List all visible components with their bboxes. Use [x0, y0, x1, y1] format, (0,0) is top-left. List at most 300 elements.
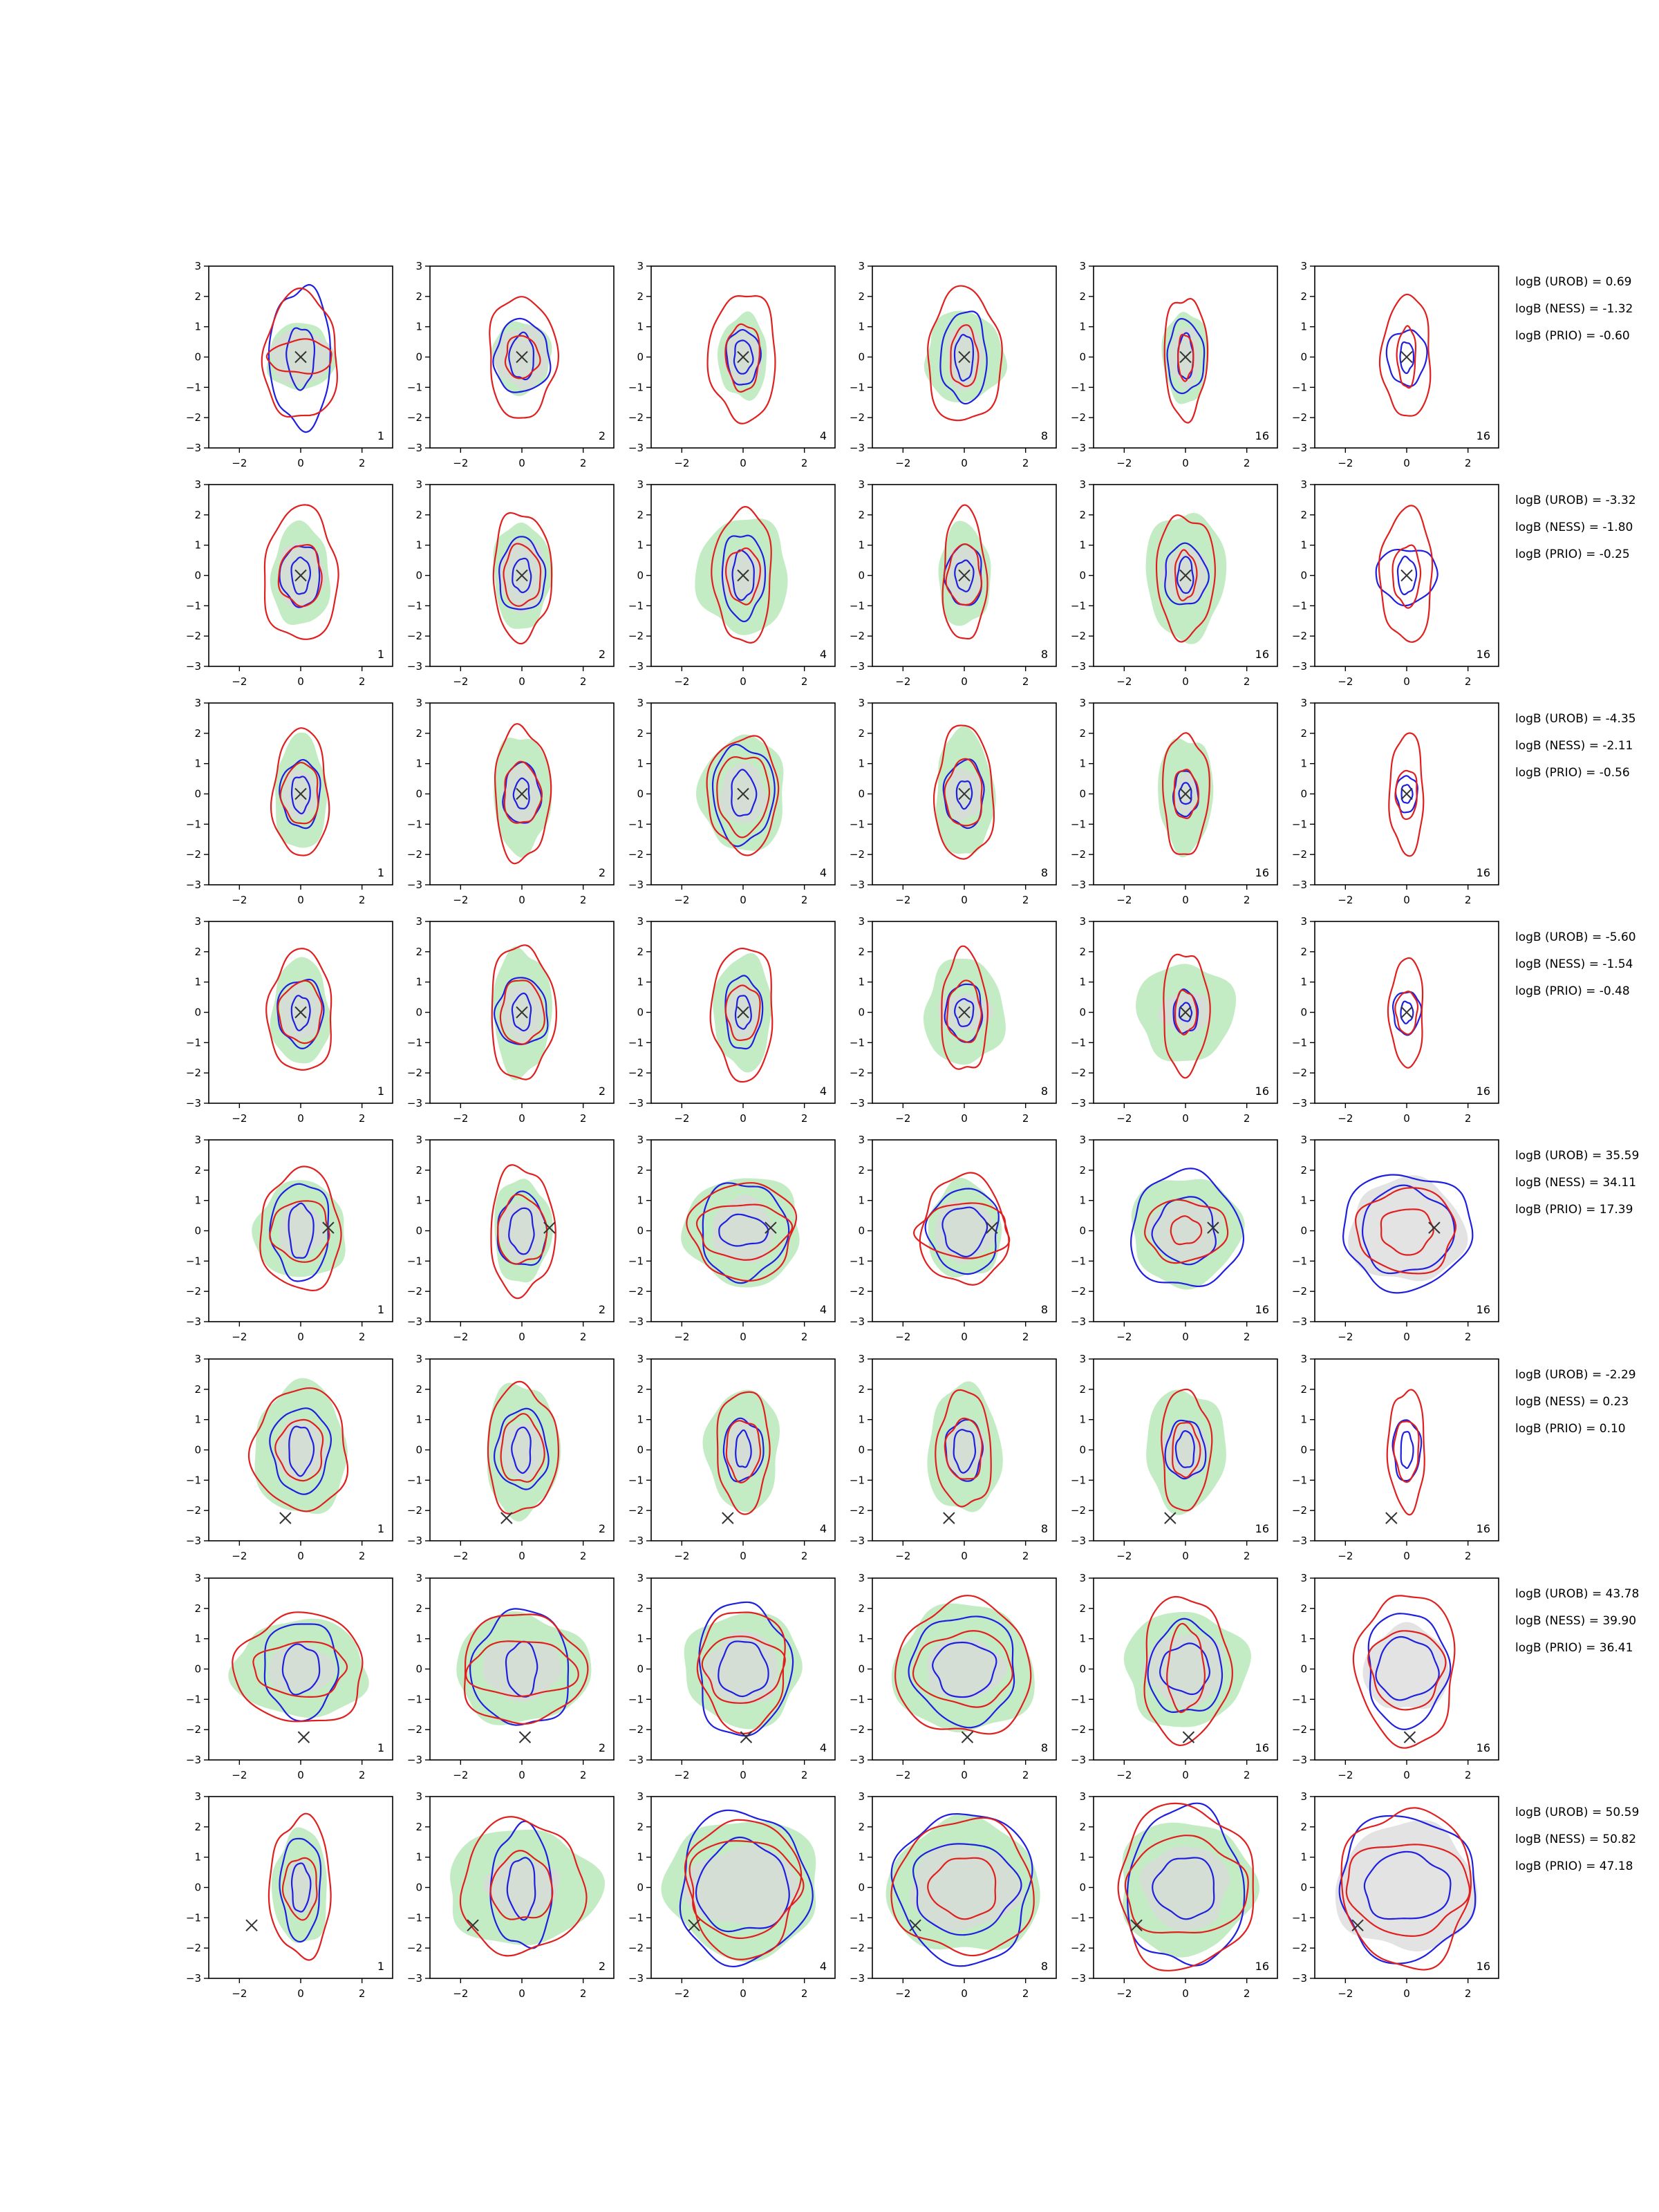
x-tick-label: 0 — [297, 1769, 304, 1781]
x-tick-label: 2 — [800, 675, 808, 688]
y-tick-label: 3 — [1079, 1134, 1086, 1146]
x-tick-label: 0 — [1182, 1112, 1189, 1125]
x-tick-label: 2 — [1464, 457, 1472, 469]
x-tick-label: 0 — [740, 1331, 747, 1343]
y-tick-label: 0 — [637, 350, 644, 364]
y-tick-label: −3 — [628, 1754, 644, 1766]
x-tick-label: 0 — [518, 675, 525, 688]
y-tick-label: 3 — [194, 260, 201, 272]
logb-annotations — [1515, 275, 1639, 1873]
panel-corner-label: 8 — [1040, 1303, 1048, 1316]
x-tick-label: −2 — [674, 1331, 690, 1343]
x-tick-label: −2 — [1338, 894, 1353, 906]
y-tick-label: 3 — [415, 915, 422, 928]
panel — [628, 1790, 835, 2000]
y-tick-label: −3 — [185, 879, 201, 891]
y-tick-label: 0 — [858, 1881, 865, 1894]
panel — [1071, 1790, 1277, 2000]
y-tick-label: 2 — [1079, 945, 1086, 958]
y-tick-label: 1 — [415, 1413, 422, 1426]
y-tick-label: −2 — [628, 411, 644, 424]
y-tick-label: −2 — [1291, 1285, 1307, 1298]
x-marker — [246, 1920, 257, 1931]
y-tick-label: 3 — [1079, 260, 1086, 272]
y-tick-label: 1 — [1300, 538, 1307, 552]
y-tick-label: −3 — [849, 879, 865, 891]
y-tick-label: −2 — [185, 848, 201, 861]
blue-contour — [1401, 1432, 1414, 1468]
x-tick-label: 0 — [297, 894, 304, 906]
x-marker — [1401, 352, 1412, 363]
panel-corner-label: 1 — [377, 1522, 384, 1535]
panel-corner-label: 16 — [1476, 866, 1490, 879]
y-tick-label: 2 — [858, 1382, 865, 1396]
x-tick-label: 0 — [297, 675, 304, 688]
x-tick-label: −2 — [1116, 1769, 1132, 1781]
y-tick-label: 2 — [1079, 1602, 1086, 1615]
y-tick-label: −2 — [849, 630, 865, 643]
y-tick-label: 0 — [194, 1662, 201, 1676]
x-tick-label: 0 — [518, 1112, 525, 1125]
y-tick-label: 3 — [637, 1134, 644, 1146]
panel — [1292, 915, 1499, 1125]
panel-corner-label: 2 — [598, 1085, 606, 1098]
x-tick-label: 0 — [1403, 1331, 1410, 1343]
x-marker — [280, 1512, 291, 1524]
x-tick-label: 0 — [740, 894, 747, 906]
logb-label: logB (UROB) = 43.78 — [1515, 1587, 1640, 1601]
x-tick-label: 2 — [358, 1769, 366, 1781]
x-tick-label: −2 — [1116, 1112, 1132, 1125]
y-tick-label: −2 — [628, 630, 644, 643]
x-tick-label: 0 — [961, 457, 968, 469]
y-tick-label: 1 — [637, 757, 644, 770]
y-tick-label: 0 — [194, 350, 201, 364]
panel-corner-label: 4 — [819, 429, 827, 442]
y-tick-label: −1 — [628, 818, 644, 831]
y-tick-label: −2 — [406, 1067, 422, 1080]
panel — [1292, 1353, 1499, 1562]
y-tick-label: −3 — [185, 660, 201, 673]
panel — [628, 915, 835, 1125]
y-tick-label: −1 — [628, 1693, 644, 1706]
panel — [407, 478, 614, 688]
y-tick-label: −3 — [406, 1972, 422, 1985]
panel-corner-label: 16 — [1255, 648, 1269, 661]
y-tick-label: −1 — [849, 381, 865, 394]
x-tick-label: 0 — [1403, 894, 1410, 906]
y-tick-label: −2 — [406, 848, 422, 861]
y-tick-label: 3 — [415, 1572, 422, 1584]
panel — [628, 478, 835, 688]
y-tick-label: 1 — [194, 538, 201, 552]
y-tick-label: 0 — [194, 1881, 201, 1894]
y-tick-label: 0 — [858, 1224, 865, 1237]
panel-corner-label: 4 — [819, 1741, 827, 1754]
x-tick-label: 0 — [297, 1987, 304, 2000]
y-tick-label: 3 — [1300, 1790, 1307, 1803]
y-tick-label: 0 — [1079, 569, 1086, 582]
y-tick-label: 3 — [1300, 915, 1307, 928]
x-tick-label: −2 — [1338, 1112, 1353, 1125]
x-tick-label: 2 — [800, 1769, 808, 1781]
x-tick-label: 0 — [961, 1331, 968, 1343]
y-tick-label: 0 — [1079, 1662, 1086, 1676]
y-tick-label: −1 — [185, 1693, 201, 1706]
y-tick-label: −2 — [628, 1942, 644, 1955]
x-tick-label: 2 — [358, 1331, 366, 1343]
y-tick-label: 2 — [415, 290, 422, 303]
y-tick-label: 2 — [637, 945, 644, 958]
x-tick-label: 0 — [518, 457, 525, 469]
y-tick-label: 2 — [1079, 1382, 1086, 1396]
panel — [1292, 1572, 1499, 1781]
logb-label: logB (NESS) = 34.11 — [1515, 1176, 1637, 1190]
panel — [1292, 478, 1499, 688]
x-tick-label: 0 — [297, 457, 304, 469]
panel-corner-label: 16 — [1255, 1741, 1269, 1754]
x-tick-label: −2 — [232, 1987, 247, 2000]
x-tick-label: −2 — [674, 1769, 690, 1781]
y-tick-label: −2 — [628, 1285, 644, 1298]
y-tick-label: 0 — [415, 1443, 422, 1456]
x-tick-label: 0 — [740, 1769, 747, 1781]
x-tick-label: 2 — [579, 1987, 587, 2000]
x-tick-label: 2 — [800, 457, 808, 469]
y-tick-label: 0 — [1079, 1443, 1086, 1456]
y-tick-label: 1 — [1079, 1850, 1086, 1864]
y-tick-label: 1 — [1300, 1850, 1307, 1864]
y-tick-label: 1 — [858, 975, 865, 988]
x-tick-label: 0 — [740, 1112, 747, 1125]
y-tick-label: 0 — [415, 350, 422, 364]
x-tick-label: −2 — [232, 1769, 247, 1781]
panel — [186, 915, 393, 1125]
y-tick-label: −1 — [406, 1036, 422, 1049]
y-tick-label: −3 — [849, 442, 865, 454]
y-tick-label: 1 — [194, 1632, 201, 1645]
x-tick-label: 0 — [518, 1987, 525, 2000]
panel-corner-label: 1 — [377, 1741, 384, 1754]
y-tick-label: −2 — [406, 1723, 422, 1736]
x-tick-label: 0 — [297, 1112, 304, 1125]
y-tick-label: 3 — [194, 697, 201, 709]
y-tick-label: 0 — [637, 569, 644, 582]
y-tick-label: −1 — [185, 1036, 201, 1049]
y-tick-label: 3 — [858, 697, 865, 709]
y-tick-label: 2 — [415, 508, 422, 521]
y-tick-label: 3 — [1079, 697, 1086, 709]
x-tick-label: 0 — [1182, 1331, 1189, 1343]
panel — [1292, 1790, 1499, 2000]
y-tick-label: −3 — [1070, 879, 1086, 891]
x-tick-label: −2 — [1116, 894, 1132, 906]
y-tick-label: 0 — [858, 350, 865, 364]
y-tick-label: 0 — [858, 1662, 865, 1676]
x-tick-label: 2 — [1022, 894, 1029, 906]
x-tick-label: −2 — [674, 894, 690, 906]
x-tick-label: 2 — [1243, 1331, 1250, 1343]
y-tick-label: 0 — [858, 787, 865, 800]
x-tick-label: −2 — [232, 457, 247, 469]
y-tick-label: −3 — [185, 442, 201, 454]
y-tick-label: 0 — [1300, 350, 1307, 364]
y-tick-label: 2 — [415, 1820, 422, 1833]
x-tick-label: 0 — [740, 675, 747, 688]
y-tick-label: 1 — [637, 320, 644, 333]
x-tick-label: 2 — [800, 1550, 808, 1562]
y-tick-label: −1 — [849, 1911, 865, 1924]
x-tick-label: 2 — [579, 675, 587, 688]
y-tick-label: 2 — [637, 727, 644, 740]
panel — [1071, 1572, 1277, 1781]
panel-corner-label: 2 — [598, 866, 606, 879]
y-tick-label: −3 — [1291, 1315, 1307, 1328]
panel-corner-label: 8 — [1040, 1085, 1048, 1098]
y-tick-label: −2 — [1291, 1723, 1307, 1736]
y-tick-label: 2 — [1079, 1820, 1086, 1833]
x-marker — [1401, 1007, 1412, 1018]
y-tick-label: −3 — [1070, 1315, 1086, 1328]
y-tick-label: −1 — [185, 818, 201, 831]
y-tick-label: −2 — [849, 1504, 865, 1517]
panel-corner-label: 4 — [819, 648, 827, 661]
y-tick-label: −1 — [185, 599, 201, 612]
y-tick-label: 0 — [415, 787, 422, 800]
x-tick-label: 2 — [1464, 675, 1472, 688]
y-tick-label: 3 — [415, 1790, 422, 1803]
panel — [628, 1353, 835, 1562]
y-tick-label: −2 — [1070, 411, 1086, 424]
x-tick-label: −2 — [232, 1112, 247, 1125]
y-tick-label: −2 — [628, 1504, 644, 1517]
y-tick-label: −2 — [1291, 1067, 1307, 1080]
y-tick-label: 3 — [858, 478, 865, 491]
y-tick-label: 1 — [194, 320, 201, 333]
y-tick-label: 1 — [415, 1194, 422, 1207]
y-tick-label: 2 — [858, 727, 865, 740]
x-tick-label: −2 — [895, 1987, 911, 2000]
x-tick-label: 2 — [579, 457, 587, 469]
y-tick-label: 1 — [415, 538, 422, 552]
y-tick-label: −2 — [849, 411, 865, 424]
y-tick-label: 1 — [637, 1850, 644, 1864]
x-tick-label: −2 — [1338, 457, 1353, 469]
y-tick-label: −1 — [406, 1911, 422, 1924]
y-tick-label: 0 — [1079, 1006, 1086, 1019]
y-tick-label: 3 — [858, 1790, 865, 1803]
y-tick-label: 2 — [415, 945, 422, 958]
y-tick-label: −3 — [185, 1972, 201, 1985]
y-tick-label: −3 — [849, 1315, 865, 1328]
y-tick-label: −2 — [1070, 1504, 1086, 1517]
logb-label: logB (UROB) = 35.59 — [1515, 1149, 1640, 1163]
panel-corner-label: 1 — [377, 429, 384, 442]
x-marker — [944, 1512, 955, 1524]
y-tick-label: 2 — [194, 1602, 201, 1615]
x-tick-label: 2 — [1022, 675, 1029, 688]
y-tick-label: −2 — [628, 848, 644, 861]
x-tick-label: 0 — [297, 1550, 304, 1562]
y-tick-label: 1 — [415, 1632, 422, 1645]
panel — [407, 260, 614, 469]
y-tick-label: 0 — [1079, 787, 1086, 800]
y-tick-label: 1 — [415, 975, 422, 988]
y-tick-label: 3 — [415, 1353, 422, 1365]
x-marker — [1401, 789, 1412, 800]
y-tick-label: −3 — [1070, 660, 1086, 673]
y-tick-label: −2 — [185, 1285, 201, 1298]
y-tick-label: 3 — [1079, 1353, 1086, 1365]
panel — [407, 1134, 614, 1343]
y-tick-label: −2 — [1291, 630, 1307, 643]
y-tick-label: 2 — [858, 945, 865, 958]
panel-corner-label: 1 — [377, 1303, 384, 1316]
y-tick-label: 2 — [858, 508, 865, 521]
y-tick-label: −1 — [628, 1036, 644, 1049]
y-tick-label: 3 — [637, 697, 644, 709]
y-tick-label: 3 — [415, 697, 422, 709]
y-tick-label: 3 — [858, 1353, 865, 1365]
y-tick-label: −3 — [1070, 1097, 1086, 1109]
y-tick-label: −3 — [1070, 1972, 1086, 1985]
logb-label: logB (NESS) = 0.23 — [1515, 1395, 1629, 1409]
logb-label: logB (PRIO) = 17.39 — [1515, 1203, 1633, 1217]
y-tick-label: −3 — [628, 1097, 644, 1109]
y-tick-label: −3 — [849, 1754, 865, 1766]
y-tick-label: 0 — [1300, 787, 1307, 800]
y-tick-label: −1 — [185, 1911, 201, 1924]
y-tick-label: 2 — [415, 727, 422, 740]
y-tick-label: −3 — [849, 1535, 865, 1547]
y-tick-label: 3 — [194, 1790, 201, 1803]
panel-corner-label: 4 — [819, 1085, 827, 1098]
y-tick-label: 0 — [194, 1224, 201, 1237]
y-tick-label: −2 — [1070, 1942, 1086, 1955]
y-tick-label: −1 — [849, 1036, 865, 1049]
panel-corner-label: 16 — [1476, 1522, 1490, 1535]
x-tick-label: 2 — [1022, 1550, 1029, 1562]
y-tick-label: −1 — [628, 381, 644, 394]
y-tick-label: 1 — [1079, 1632, 1086, 1645]
x-tick-label: −2 — [895, 1769, 911, 1781]
y-tick-label: 1 — [637, 538, 644, 552]
y-tick-label: 1 — [858, 1850, 865, 1864]
logb-label: logB (PRIO) = 0.10 — [1515, 1422, 1626, 1436]
y-tick-label: −2 — [185, 1723, 201, 1736]
logb-label: logB (NESS) = -1.54 — [1515, 957, 1633, 971]
x-marker — [1183, 1732, 1194, 1743]
panel-corner-label: 2 — [598, 1960, 606, 1973]
panel-corner-label: 1 — [377, 866, 384, 879]
x-tick-label: 2 — [579, 1769, 587, 1781]
y-tick-label: −3 — [1291, 1097, 1307, 1109]
y-tick-label: 2 — [1079, 290, 1086, 303]
x-tick-label: 2 — [800, 1331, 808, 1343]
logb-label: logB (UROB) = -4.35 — [1515, 712, 1636, 726]
x-tick-label: −2 — [1338, 1331, 1353, 1343]
x-tick-label: 2 — [1243, 457, 1250, 469]
y-tick-label: 2 — [194, 945, 201, 958]
y-tick-label: −3 — [406, 1535, 422, 1547]
x-tick-label: 2 — [579, 894, 587, 906]
x-tick-label: 2 — [1464, 1987, 1472, 2000]
x-tick-label: 2 — [1243, 1550, 1250, 1562]
panel — [1071, 697, 1277, 906]
x-tick-label: 0 — [1403, 675, 1410, 688]
y-tick-label: 2 — [194, 508, 201, 521]
panel-corner-label: 16 — [1255, 1960, 1269, 1973]
x-tick-label: 2 — [1464, 1550, 1472, 1562]
panel — [1292, 260, 1499, 469]
y-tick-label: 3 — [637, 478, 644, 491]
y-tick-label: 0 — [1300, 1006, 1307, 1019]
y-tick-label: 1 — [415, 1850, 422, 1864]
y-tick-label: 2 — [637, 290, 644, 303]
y-tick-label: 3 — [1300, 697, 1307, 709]
y-tick-label: 0 — [637, 1662, 644, 1676]
panel — [628, 1572, 835, 1781]
y-tick-label: −2 — [1291, 1942, 1307, 1955]
panel — [850, 915, 1056, 1125]
y-tick-label: 1 — [194, 757, 201, 770]
logb-label: logB (NESS) = 39.90 — [1515, 1614, 1637, 1628]
panel — [186, 1353, 393, 1562]
x-tick-label: 0 — [1182, 1550, 1189, 1562]
panel — [407, 1790, 614, 2000]
x-tick-label: −2 — [1338, 1550, 1353, 1562]
y-tick-label: −3 — [628, 660, 644, 673]
panel — [407, 915, 614, 1125]
y-tick-label: 1 — [637, 975, 644, 988]
x-tick-label: 0 — [740, 457, 747, 469]
panel-corner-label: 8 — [1040, 429, 1048, 442]
y-tick-label: −2 — [406, 1504, 422, 1517]
x-tick-label: −2 — [674, 457, 690, 469]
x-tick-label: 2 — [579, 1550, 587, 1562]
y-tick-label: −2 — [406, 1942, 422, 1955]
x-tick-label: −2 — [453, 675, 469, 688]
y-tick-label: −1 — [1291, 1474, 1307, 1487]
y-tick-label: 2 — [637, 508, 644, 521]
y-tick-label: −1 — [849, 1255, 865, 1268]
panel-corner-label: 16 — [1476, 1085, 1490, 1098]
y-tick-label: −3 — [849, 660, 865, 673]
y-tick-label: 1 — [1300, 975, 1307, 988]
y-tick-label: −1 — [406, 1474, 422, 1487]
y-tick-label: 2 — [194, 1163, 201, 1177]
y-tick-label: 1 — [858, 757, 865, 770]
y-tick-label: −2 — [849, 1723, 865, 1736]
x-tick-label: 0 — [740, 1550, 747, 1562]
y-tick-label: 3 — [637, 1790, 644, 1803]
y-tick-label: −2 — [1070, 630, 1086, 643]
y-tick-label: 3 — [415, 260, 422, 272]
x-marker — [519, 1732, 530, 1743]
x-tick-label: −2 — [674, 1550, 690, 1562]
y-tick-label: −2 — [1070, 1723, 1086, 1736]
y-tick-label: 3 — [1079, 915, 1086, 928]
y-tick-label: 3 — [1300, 1134, 1307, 1146]
y-tick-label: −1 — [1070, 599, 1086, 612]
x-marker — [298, 1732, 309, 1743]
x-tick-label: −2 — [1116, 1331, 1132, 1343]
y-tick-label: −1 — [1291, 1255, 1307, 1268]
y-tick-label: −1 — [628, 1255, 644, 1268]
y-tick-label: −1 — [406, 1255, 422, 1268]
y-tick-label: 3 — [415, 478, 422, 491]
y-tick-label: −3 — [1070, 442, 1086, 454]
